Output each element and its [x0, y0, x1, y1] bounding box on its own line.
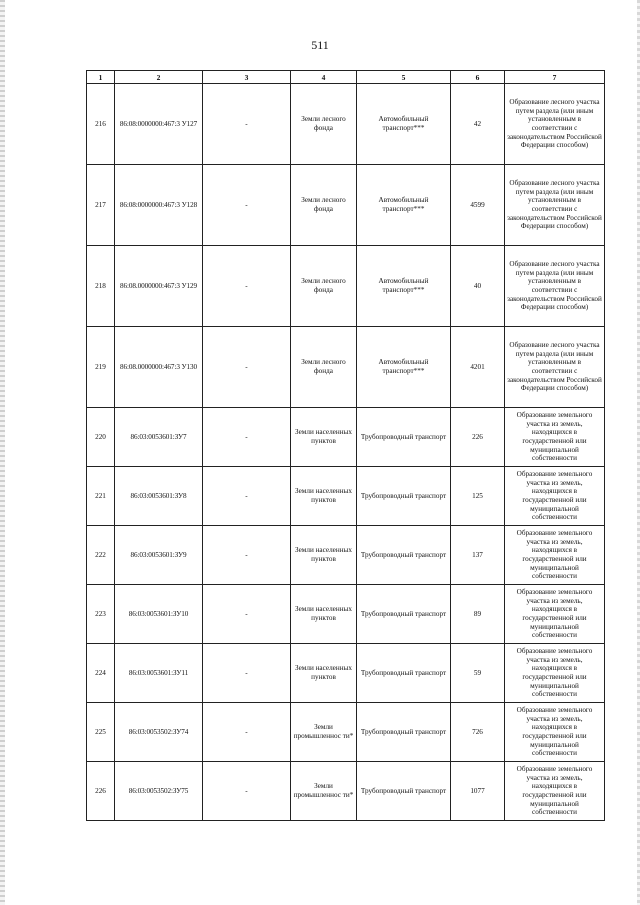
column-3-value: - [203, 703, 291, 762]
permitted-use: Трубопроводный транспорт [357, 703, 451, 762]
permitted-use: Трубопроводный транспорт [357, 644, 451, 703]
row-number: 225 [87, 703, 115, 762]
column-header: 3 [203, 71, 291, 84]
plot-area: 89 [451, 585, 505, 644]
column-3-value: - [203, 644, 291, 703]
cadastral-number: 86:03:0053601:ЗУ11 [115, 644, 203, 703]
plot-area: 726 [451, 703, 505, 762]
formation-method: Образование земельного участка из земель, находящихся в государственной или муниципальной собственности [505, 467, 605, 526]
land-category: Земли населенных пунктов [291, 585, 357, 644]
formation-method: Образование земельного участка из земель, находящихся в государственной или муниципальной собственности [505, 585, 605, 644]
land-category: Земли населенных пунктов [291, 526, 357, 585]
column-3-value: - [203, 246, 291, 327]
land-category: Земли лесного фонда [291, 165, 357, 246]
permitted-use: Автомобильный транспорт*** [357, 327, 451, 408]
plot-area: 125 [451, 467, 505, 526]
plot-area: 42 [451, 84, 505, 165]
row-number: 226 [87, 762, 115, 821]
land-category: Земли лесного фонда [291, 84, 357, 165]
table-row [87, 703, 605, 762]
table-row [87, 762, 605, 821]
column-header: 1 [87, 71, 115, 84]
permitted-use: Трубопроводный транспорт [357, 467, 451, 526]
row-number: 218 [87, 246, 115, 327]
column-3-value: - [203, 526, 291, 585]
row-number: 221 [87, 467, 115, 526]
plot-area: 226 [451, 408, 505, 467]
column-header: 4 [291, 71, 357, 84]
cadastral-number: 86:03:0053601:ЗУ9 [115, 526, 203, 585]
plot-area: 137 [451, 526, 505, 585]
column-header: 6 [451, 71, 505, 84]
column-3-value: - [203, 84, 291, 165]
table-row [87, 327, 605, 408]
row-number: 224 [87, 644, 115, 703]
row-number: 220 [87, 408, 115, 467]
column-3-value: - [203, 408, 291, 467]
table-row [87, 467, 605, 526]
cadastral-number: 86:08:0000000:467:3 У128 [115, 165, 203, 246]
plot-area: 59 [451, 644, 505, 703]
formation-method: Образование лесного участка путем раздела (или иным установленным в соответствии с законодательством Российской Федерации способом) [505, 246, 605, 327]
row-number: 222 [87, 526, 115, 585]
cadastral-number: 86:08.0000000:467:3 У130 [115, 327, 203, 408]
land-category: Земли лесного фонда [291, 327, 357, 408]
table-row [87, 84, 605, 165]
cadastral-number: 86:03:0053601:ЗУ7 [115, 408, 203, 467]
permitted-use: Трубопроводный транспорт [357, 762, 451, 821]
cadastral-number: 86:03:0053601:ЗУ10 [115, 585, 203, 644]
column-3-value: - [203, 585, 291, 644]
permitted-use: Трубопроводный транспорт [357, 408, 451, 467]
page-number: 511 [311, 38, 329, 52]
land-category: Земли лесного фонда [291, 246, 357, 327]
land-category: Земли населенных пунктов [291, 467, 357, 526]
land-category: Земли населенных пунктов [291, 644, 357, 703]
table-header-row [87, 71, 605, 84]
formation-method: Образование земельного участка из земель, находящихся в государственной или муниципальной собственности [505, 703, 605, 762]
table-row [87, 165, 605, 246]
row-number: 223 [87, 585, 115, 644]
table-row [87, 246, 605, 327]
column-3-value: - [203, 165, 291, 246]
cadastral-number: 86:03:0053502:ЗУ74 [115, 703, 203, 762]
cadastral-number: 86:08.0000000:467:3 У129 [115, 246, 203, 327]
table-row [87, 585, 605, 644]
land-plot-table [86, 70, 605, 821]
permitted-use: Автомобильный транспорт*** [357, 165, 451, 246]
formation-method: Образование земельного участка из земель, находящихся в государственной или муниципальной собственности [505, 762, 605, 821]
formation-method: Образование земельного участка из земель, находящихся в государственной или муниципальной собственности [505, 526, 605, 585]
column-header: 5 [357, 71, 451, 84]
formation-method: Образование лесного участка путем раздела (или иным установленным в соответствии с законодательством Российской Федерации способом) [505, 165, 605, 246]
formation-method: Образование земельного участка из земель, находящихся в государственной или муниципальной собственности [505, 408, 605, 467]
table-row [87, 408, 605, 467]
row-number: 219 [87, 327, 115, 408]
plot-area: 4599 [451, 165, 505, 246]
cadastral-number: 86:08:0000000:467:3 У127 [115, 84, 203, 165]
row-number: 216 [87, 84, 115, 165]
column-3-value: - [203, 327, 291, 408]
column-3-value: - [203, 762, 291, 821]
table-row [87, 644, 605, 703]
permitted-use: Трубопроводный транспорт [357, 585, 451, 644]
permitted-use: Автомобильный транспорт*** [357, 246, 451, 327]
cadastral-number: 86:03:0053502:ЗУ75 [115, 762, 203, 821]
plot-area: 40 [451, 246, 505, 327]
land-category: Земли промышленнос ти* [291, 703, 357, 762]
formation-method: Образование земельного участка из земель, находящихся в государственной или муниципальной собственности [505, 644, 605, 703]
column-header: 7 [505, 71, 605, 84]
formation-method: Образование лесного участка путем раздела (или иным установленным в соответствии с законодательством Российской Федерации способом) [505, 327, 605, 408]
plot-area: 1077 [451, 762, 505, 821]
table-row [87, 526, 605, 585]
scan-edge-left [0, 0, 5, 905]
permitted-use: Трубопроводный транспорт [357, 526, 451, 585]
land-category: Земли промышленнос ти* [291, 762, 357, 821]
formation-method: Образование лесного участка путем раздела (или иным установленным в соответствии с законодательством Российской Федерации способом) [505, 84, 605, 165]
permitted-use: Автомобильный транспорт*** [357, 84, 451, 165]
row-number: 217 [87, 165, 115, 246]
land-category: Земли населенных пунктов [291, 408, 357, 467]
cadastral-number: 86:03:0053601:ЗУ8 [115, 467, 203, 526]
column-3-value: - [203, 467, 291, 526]
column-header: 2 [115, 71, 203, 84]
plot-area: 4201 [451, 327, 505, 408]
